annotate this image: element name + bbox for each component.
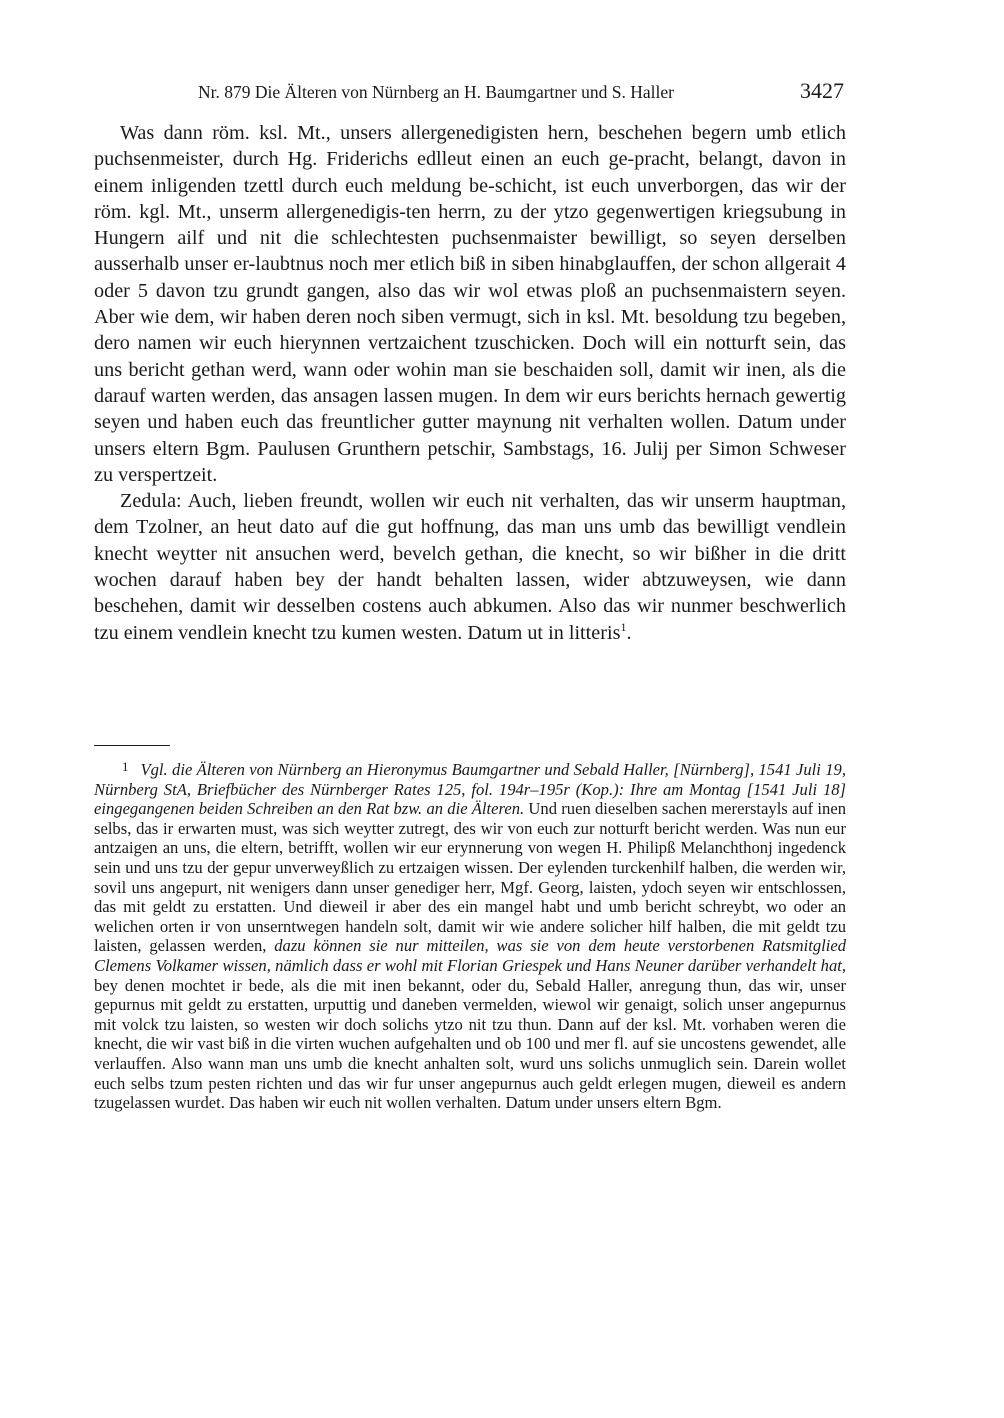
zedula-paragraph-text: Zedula: Auch, lieben freundt, wollen wir euch nit verhalten, das wir unserm hauptman, dem Tzolner, an heut dato auf die gut hoffnung, das man uns umb das bewilligt vendlein knecht weytter nit ansuchen werd, bevelch gethan, die knecht, so wir bißher in die dritt wochen darauf haben bey der handt behalten lassen, wider abtzuweysen, wie dann beschehen, damit wir desselben costens auch abkumen. Also das wir nunmer beschwerlich tzu einem vendlein knecht tzu kumen westen. Datum ut in litteris xyxy=(94,490,846,644)
page-number: 3427 xyxy=(800,78,844,103)
zedula-paragraph xyxy=(94,488,846,646)
body-paragraph-text: Was dann röm. ksl. Mt., unsers allergenedigisten hern, beschehen begern umb etlich puchsenmeister, durch Hg. Friderichs edlleut einen an euch ge-pracht, belangt, davon in einem inligenden tzettl durch euch meldung be-schicht, ist euch unverborgen, das wir der röm. kgl. Mt., unserm allergenedigis-ten herrn, zu der ytzo gegenwertigen kriegsubung in Hungern ailf und nit die schlechtesten puchsenmaister bewilligt, so seyen derselben ausserhalb unser er-laubtnus noch mer etlich biß in siben hinabglauffen, der schon allgerait 4 oder 5 davon tzu grundt gangen, also das wir wol etwas ploß an puchsenmaistern seyen. Aber wie dem, wir haben deren noch siben vermugt, sich in ksl. Mt. besoldung tzu begeben, dero namen wir euch hierynnen vertzaichent tzuschicken. Doch will ein notturft sein, das uns bericht gethan werd, wann oder wohin man sie beschaiden soll, damit wir inen, als die darauf warten werden, das ansagen lassen mugen. In dem wir eurs berichts hernach gewertig seyen und haben euch das freuntlicher gutter maynung nit verhalten wollen. Datum under unsers eltern Bgm. Paulusen Grunthern petschir, Sambstags, 16. Julij per Simon Schweser zu verspertzeit. xyxy=(94,122,846,486)
zedula-paragraph-end: . xyxy=(626,621,632,644)
footnote-quote-part-1: Und ruen dieselben sachen mererstayls auf inen selbs, das ir erwarten must, was sich weytter zutregt, des wir von euch zur notturft bericht werden. Was nun eur antzaigen an uns, die eltern, betrifft, wollen wir eur erynnerung von wegen H. Philipß Melanchthonj ingedenck sein und uns tzu der gepur unverweyßlich zu ertzaigen wissen. Der eylenden turckenhilf halben, die werden wir, sovil uns angepurt, nit wenigers dann unser genediger herr, Mgf. Georg, laisten, ydoch seyen wir entschlossen, das mit geldt zu erstatten. Und dieweil ir aber des ein mangel habt und umb bericht schreybt, wo oder an welichen orten ir von unserntwegen handeln solt, damit wir wie andere solicher hilf halben, die mit geldt tzu laisten, gelassen werden, xyxy=(94,799,847,956)
page-header xyxy=(94,78,846,108)
running-title: Nr. 879 Die Älteren von Nürnberg an H. Baumgartner und S. Haller xyxy=(198,82,674,102)
footnote-divider xyxy=(94,745,170,746)
footnote-number: 1 xyxy=(122,759,129,774)
footnote xyxy=(94,760,846,1113)
footnote-reference[interactable]: 1 xyxy=(620,619,627,634)
main-text xyxy=(94,120,846,646)
footnote-editorial-note: dazu können sie nur mitteilen, was sie von dem heute verstorbenen Ratsmitglied Clemens Volkamer wissen, nämlich dass er wohl mit Florian Griespek und Hans Neuner darüber verhandelt hat, xyxy=(94,936,846,975)
footnote-quote-part-2: bey denen mochtet ir bede, als die mit inen bekannt, oder du, Sebald Haller, anregung thun, das wir, unser gepurnus mit geldt zu erstatten, urputtig und daneben vermelden, wiewol wir genaigt, solich unser angepurnus mit volck tzu laisten, so westen wir doch solichs ytzo nit tzu thun. Dann auf der ksl. Mt. vorhaben weren die knecht, die wir vast biß in die virten wuchen aufgehalten und ob 100 und mer fl. auf sie uncostens gewendet, alle verlauffen. Also wann man uns umb die knecht anhalten solt, wurd uns solichs unmuglich sein. Darein wollet euch selbs tzum pesten richten und das wir fur unser angepurnus auch geldt erlegen mugen, dieweil es andern tzugelassen wurdet. Das haben wir euch nit wollen verhalten. Datum under unsers eltern Bgm. xyxy=(94,975,846,1113)
body-paragraph xyxy=(94,120,846,488)
footnote-editorial-summary: Vgl. die Älteren von Nürnberg an Hieronymus Baumgartner und Sebald Haller, [Nürnberg], 1541 Juli 19, Nürnberg StA, Briefbücher des Nürnberger Rates 125, fol. 194r–195r (Kop.): Ihre am Montag [1541 Juli 18] eingegangenen beiden Schreiben an den Rat bzw. an die Älteren. xyxy=(94,760,846,819)
